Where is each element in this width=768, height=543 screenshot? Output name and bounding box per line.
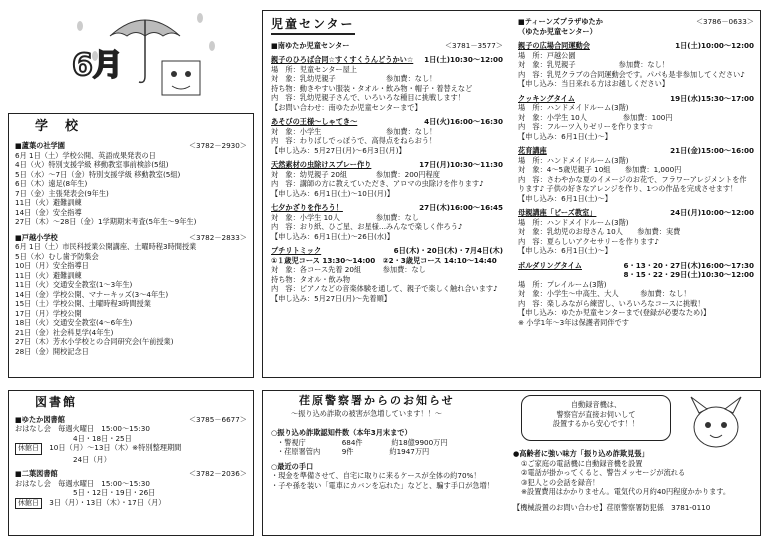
event-title: 親子のひろば合同☆すくすくうんどうかい☆ <box>271 55 414 65</box>
event-time: 19日(水)15:30～17:00 <box>670 93 754 103</box>
list-item: 28日（金）開校記念日 <box>15 346 89 356</box>
list-item: 14日（金）学校公開、マナーキッズ(3～4年生) <box>15 289 169 299</box>
header-illustration <box>50 6 230 111</box>
event-line: 内 容：講師の方に教えていただき、アロマの虫除けを作ります♪ <box>271 179 484 189</box>
event-line: 【申し込み：当日来れる方はお越しください】 <box>518 79 669 88</box>
event-line: 対 象：小学生 10人 参加費：なし <box>271 212 419 222</box>
event-line: 【申し込み：6月1日(土)～】 <box>518 193 612 203</box>
closed-days: 3日（月）・13日（木）・17日（月） <box>49 497 166 507</box>
event-title: 親子の広場合同運動会 <box>518 41 590 50</box>
event-title-row <box>271 160 503 170</box>
event-time: 27日(木)16:00～16:45 <box>419 203 503 213</box>
event-line: ります♪ 子供の好きなアレンジを作り、1つの作品を完成させます！ <box>518 184 738 193</box>
event-line: 持ち物：動きやすい服装・タオル・飲み物・帽子・着替えなど <box>271 83 473 93</box>
list-item: ③犯人との会話を録音！ <box>521 477 600 487</box>
library-yutaka-story <box>15 424 247 434</box>
event-line: 【申し込み：6月1日(土)～】 <box>518 131 612 141</box>
list-item: 27日（木）芳水小学校との合同研究会(午前授業) <box>15 337 174 347</box>
story-time: 毎週火曜日 15:00～15:30 <box>58 424 150 434</box>
event-block <box>271 203 503 241</box>
library-nihara-story-days: 5日・12日・19日・26日 <box>73 488 156 498</box>
event-block <box>518 146 754 203</box>
list-item: 6日（木）遠足(8年生) <box>15 179 88 189</box>
event-time: 4日(火)16:00～16:30 <box>424 117 503 127</box>
school-kaso-header <box>15 141 247 151</box>
event-block <box>518 208 754 256</box>
event-title-row <box>518 261 754 271</box>
police-section <box>262 390 761 536</box>
event-line: 内 容：わりばしでっぽうで、高得点をねらおう！ <box>271 136 437 146</box>
event-line: 内 容：フルーツ入りゼリーを作ります☆ <box>518 122 654 131</box>
library-nihara-phone: ＜3782－2036＞ <box>188 469 247 479</box>
event-line: 内 容：夏らしいアクセサリーを作ります♪ <box>518 236 659 246</box>
school-kaso-phone: ＜3782－2930＞ <box>188 141 247 151</box>
police-title: 荏原警察署からのお知らせ <box>299 394 455 407</box>
event-title-row <box>518 208 754 218</box>
school-toshi-list <box>15 242 247 356</box>
event-line: 【申し込み：5月27日(月)～6月3日(月)】 <box>271 145 406 155</box>
library-title: 図書館 <box>35 395 78 409</box>
list-item: 7日（金）主張発表会(9年生) <box>15 188 109 198</box>
plaza-name: ■ティーンズプラザゆたか <box>518 17 603 26</box>
list-item: ・子や孫を装い「電車にカバンを忘れた」などと、騙す手口が急増！ <box>271 480 494 490</box>
list-item: ②電話が掛かってくると、警告メッセージが流れる <box>521 468 686 477</box>
event-title: 花育講座 <box>518 146 547 155</box>
list-item: 10日（月）安全指導日 <box>15 261 89 271</box>
event-line: 【お問い合わせ：南ゆたか児童センターまで】 <box>271 102 422 112</box>
school-toshi-phone: ＜3782－2833＞ <box>188 232 247 242</box>
list-item: 6月 1日（土）市民科授業公開講座、土曜時程3時間授業 <box>15 242 197 252</box>
event-block <box>271 117 503 155</box>
event-time: 1日(土)10:00～12:00 <box>675 41 754 50</box>
event-line: 内 容：おり紙、ひご星、お星様…みんなで楽しく作ろう♪ <box>271 222 463 232</box>
police-method-title: ○最近の手口 <box>271 461 314 471</box>
list-item: 5日（水）～7日（金）特別支援学級 移動教室(5組) <box>15 169 181 179</box>
library-yutaka-closed2: 24日（月） <box>73 454 111 464</box>
center-name: ■南ゆたか児童センター <box>271 40 350 50</box>
list-item: 6月 1日（土）学校公開、英語成果発表の日 <box>15 150 156 160</box>
event-line: 持ち物：タオル・飲み物 <box>271 274 351 284</box>
library-section <box>8 390 254 536</box>
event-title: 天然素材の虫除けスプレー作り <box>271 160 372 170</box>
event-title: 母親講座「ビーズ教室」 <box>518 208 597 217</box>
event-line: 内 容：乳幼児親子さんで、いろいろな種目に挑戦します！ <box>271 93 465 103</box>
center-header <box>271 41 503 51</box>
plaza-sub: （ゆたか児童センター） <box>518 26 597 36</box>
story-label: おはなし会 <box>15 478 51 488</box>
list-item: ※設置費用はかかりません。電気代の月約40円程度かかります。 <box>521 487 731 496</box>
plaza-events <box>518 41 754 327</box>
event-line: 対 象：乳幼児親子 参加費：なし！ <box>271 74 437 84</box>
story-time: 毎週水曜日 15:00～15:30 <box>58 478 150 488</box>
plaza-phone: ＜3786－0633＞ <box>695 17 754 26</box>
event-title: プチリトミック <box>271 246 322 256</box>
event-line: 内 容：ピアノなどの音楽体験を通して、親子で楽しく触れ合います♪ <box>271 284 498 294</box>
library-nihara-closed <box>15 498 247 509</box>
event-time: 24日(月)10:00～12:00 <box>670 208 754 217</box>
list-item: 11日（火）避難訓練 <box>15 270 82 280</box>
event-line: 対 象：幼児親子 20組 参加費：200円程度 <box>271 169 440 179</box>
event-time: 1日(土)10:30～12:00 <box>424 55 503 65</box>
event-block <box>271 246 503 303</box>
event-line: 場 所：児童センター屋上 <box>271 64 357 74</box>
event-title-row <box>518 94 754 104</box>
event-line: 対 象：小学生 10人 参加費：100円 <box>518 112 673 122</box>
mascot-icon <box>681 395 751 455</box>
event-line: 場 所：ハンドメイドルーム(3階) <box>518 217 629 227</box>
balloon-line: 自動録音機は、 <box>570 400 622 409</box>
story-label: おはなし会 <box>15 424 51 434</box>
closed-tag: 休館日 <box>15 498 42 509</box>
event-title-row <box>518 146 754 156</box>
event-line: 【申し込み：6月1日(土)～】 <box>518 246 612 255</box>
event-time: 17日(月)10:30～11:30 <box>419 160 503 170</box>
event-line: 【申し込み：ゆたか児童センターまで(登録が必要なため)】 <box>518 308 711 317</box>
event-line: 【申し込み：6月1日(土)～10日(月)】 <box>271 188 394 198</box>
center-column <box>271 17 503 303</box>
event-line: 内 容：さわやかな夏のイメージのお花で、フラワーアレジメントを作 <box>518 174 747 184</box>
school-kaso-name: ■蘆葉の社学園 <box>15 141 65 151</box>
event-block <box>518 94 754 142</box>
school-toshi-name: ■戸越小学校 <box>15 232 58 242</box>
event-line: 場 所：戸越公園 <box>518 50 576 60</box>
event-title-row <box>271 246 503 256</box>
closed-days: 10日（月）～13日（木）※特別整理期間 <box>49 443 182 453</box>
plaza-header <box>518 17 754 27</box>
center-phone: ＜3781－3577＞ <box>444 40 503 50</box>
event-title-row <box>271 55 503 65</box>
library-nihara-header <box>15 469 247 479</box>
event-line: 対 象：小学生 参加費：なし！ <box>271 126 437 136</box>
event-block <box>271 55 503 112</box>
school-title: 学 校 <box>35 119 81 134</box>
library-nihara-story <box>15 479 247 489</box>
center-events <box>271 55 503 303</box>
center-section <box>262 10 761 378</box>
library-yutaka-header <box>15 415 247 425</box>
event-line: 【申し込み：5月27日(月)～先着順】 <box>271 293 391 303</box>
police-contact: 【機械設置のお問い合わせ】荏原警察署防犯係 3781-0110 <box>513 502 711 512</box>
list-item: 4日（火）特別支援学級 移動教室事前検診(5組) <box>15 160 169 170</box>
event-time: 6日(木)・20日(木)・7月4日(木) <box>393 246 503 256</box>
center-title: 児童センター <box>271 17 355 35</box>
balloon-line: 警察官が直接お伺いして <box>556 409 636 419</box>
police-subtitle: ～振り込め詐欺の被害が急増しています！！～ <box>291 408 442 418</box>
police-balloon <box>521 395 671 441</box>
event-block <box>518 41 754 89</box>
event-subtitle: ①１歳児コース 13:30～14:00 ②2・3歳児コース 14:10～14:40 <box>271 255 497 265</box>
police-measures-title: ●高齢者に強い味方「振り込め詐欺見張」 <box>513 449 649 458</box>
event-block <box>271 160 503 198</box>
event-title-row <box>271 203 503 213</box>
event-time-2: 8・15・22・29日(土)10:30～12:00 <box>623 270 754 279</box>
list-item: ・現金を準備させて、自宅に取りに来るケースが全体の約70%！ <box>271 471 481 481</box>
police-stats-title: ○振り込め詐欺認知件数（本年3月末まで） <box>271 428 412 438</box>
list-item: ・荏原署管内 9件 約1947万円 <box>277 447 430 457</box>
event-line: 場 所：ハンドメイドルーム(3階) <box>518 103 629 112</box>
list-item: 11日（火）交通安全教室(1～3年生) <box>15 280 133 290</box>
event-line: 場 所：ハンドメイドルーム(3階) <box>518 155 629 165</box>
event-block <box>518 261 754 328</box>
school-kaso-list <box>15 151 247 227</box>
event-line: ※ 小学1年～3年は保護者同伴です <box>518 317 629 327</box>
event-line: 対 象：乳児親子 参加費：なし！ <box>518 60 669 69</box>
library-nihara-name: ■二葉図書館 <box>15 469 58 479</box>
list-item: ①ご家庭の電話機に自動録音機を設置 <box>521 458 643 468</box>
event-title: 七夕かざりを作ろう！ <box>271 203 343 213</box>
plaza-column <box>518 17 754 327</box>
list-item: 27日（木）～28日（金）1学期期末考査(5年生～9年生) <box>15 217 197 227</box>
list-item: 18日（火）交通安全教室(4～6年生) <box>15 318 133 328</box>
school-section <box>8 113 254 378</box>
police-measures <box>513 449 753 512</box>
event-title: クッキングタイム <box>518 93 575 103</box>
event-title: あそびの王様～しゃてき～ <box>271 117 358 127</box>
event-time: 21日(金)15:00～16:00 <box>670 146 754 155</box>
event-line: 内 容：楽しみながら練習し、いろいろなコースに挑戦！ <box>518 298 705 308</box>
event-line: 【申し込み：6月1日(土)～26日(水)】 <box>271 231 394 241</box>
closed-tag: 休館日 <box>15 443 42 454</box>
school-toshi-header <box>15 233 247 243</box>
list-item: 11日（火）避難訓練 <box>15 198 82 208</box>
library-yutaka-story-days: 4日・18日・25日 <box>73 433 132 443</box>
police-measures-list <box>513 459 753 497</box>
event-line: 対 象：小学生～中高生、大人 参加費：なし！ <box>518 289 691 298</box>
event-title-row <box>271 117 503 127</box>
event-line: 内 容：乳児クラブの合同運動会です。パパも是非参加してください♪ <box>518 69 745 79</box>
event-line: 対 象：乳幼児のお母さん 10人 参加費：実費 <box>518 227 681 236</box>
list-item: 17日（月）学校公開 <box>15 308 82 318</box>
list-item: 15日（土）学校公開、土曜時程3時間授業 <box>15 299 151 309</box>
library-yutaka-name: ■ゆたか図書館 <box>15 414 65 424</box>
balloon-line: 設置するから安心です！！ <box>552 419 640 428</box>
library-yutaka-closed <box>15 443 247 454</box>
event-line: 対 象：4～5歳児親子 10組 参加費：1,000円 <box>518 165 682 174</box>
list-item: 14日（金）安全指導 <box>15 207 82 217</box>
month-label: 6月 <box>72 48 123 83</box>
list-item: 5日（水）むし歯予防集会 <box>15 251 99 261</box>
event-line: 場 所：プレイルーム(3階) <box>518 279 607 289</box>
event-line: 対 象：各コース先着 20組 参加費：なし <box>271 265 426 275</box>
event-time: 6・13・20・27日(木)16:00～17:30 <box>623 260 754 270</box>
library-yutaka-phone: ＜3785－6677＞ <box>188 414 247 424</box>
list-item: ・警視庁 684件 約18億9900万円 <box>277 437 448 447</box>
event-title-row <box>518 41 754 51</box>
list-item: 21日（金）社会科見学(4年生) <box>15 327 114 337</box>
event-title: ボルダリングタイム <box>518 260 582 270</box>
